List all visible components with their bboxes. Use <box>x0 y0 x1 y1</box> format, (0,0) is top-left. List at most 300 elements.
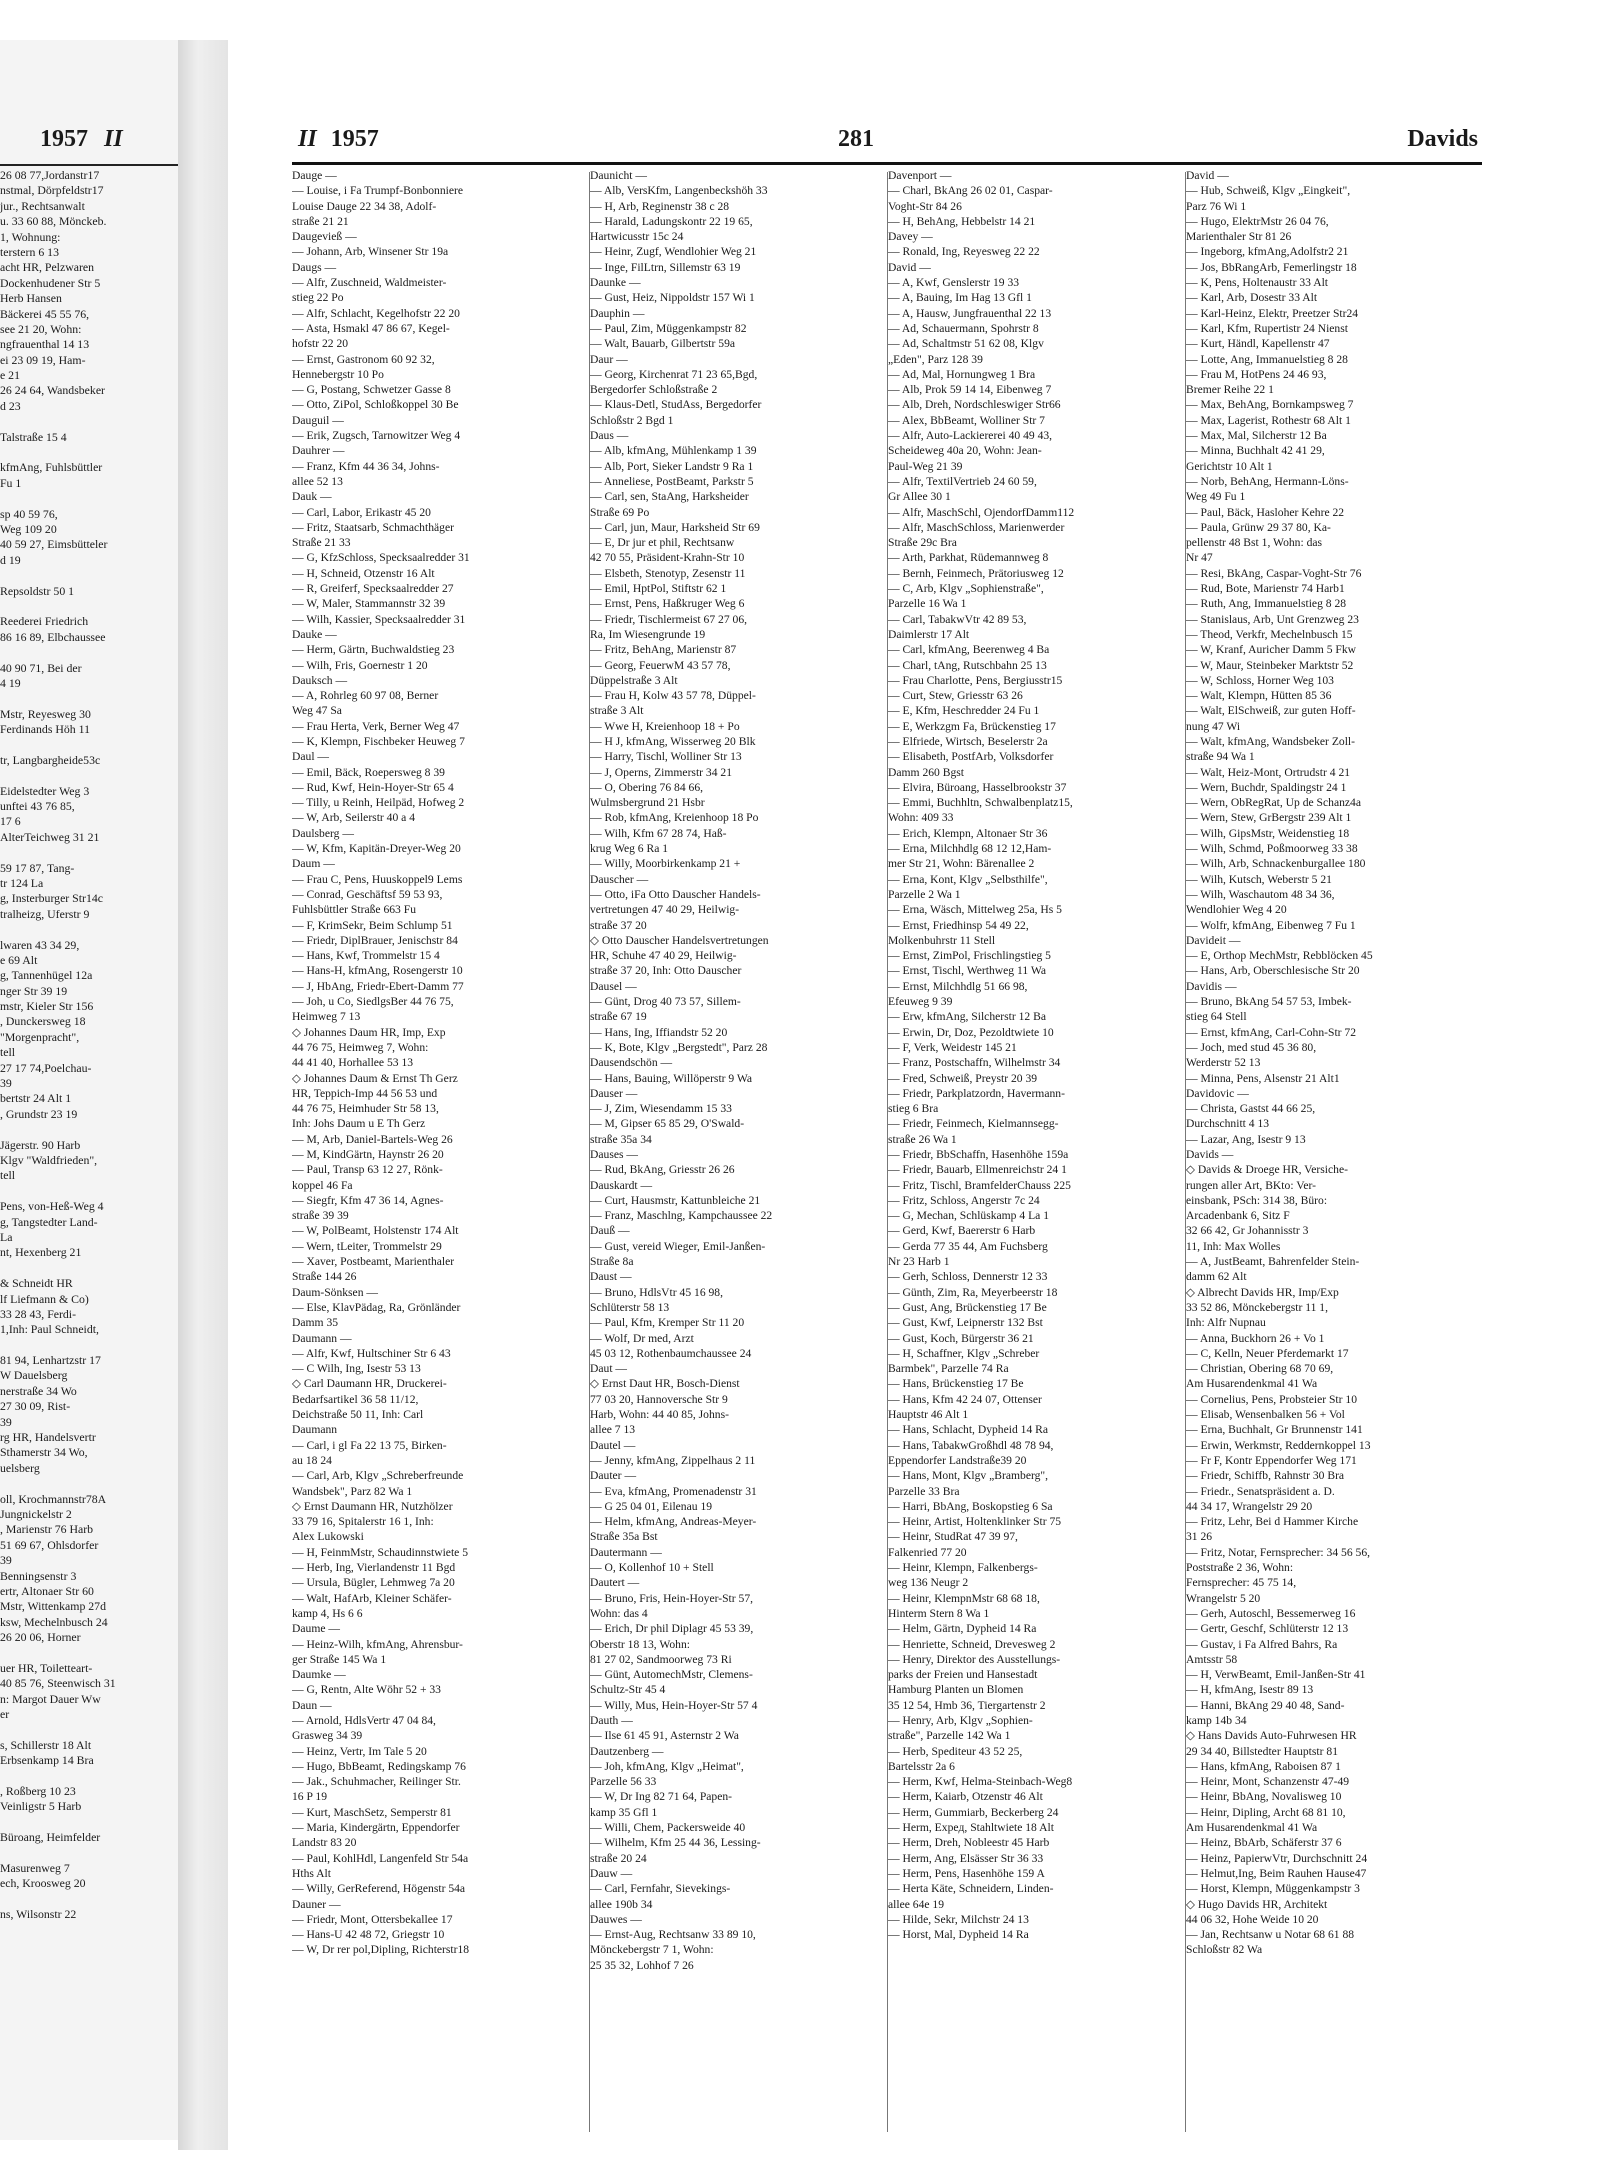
directory-entry: Voght-Str 84 26 <box>888 199 962 213</box>
directory-entry: Molkenbuhrstr 11 Stell <box>888 933 996 947</box>
directory-entry: Inh: Alfr Nupnau <box>1186 1316 1266 1330</box>
left-page-line: Mstr, Reyesweg 30 <box>0 706 91 721</box>
column-4 <box>1186 168 1482 2138</box>
directory-entry: — Joh, u Co, SiedlgsBer 44 76 75, <box>292 995 454 1009</box>
directory-entry: — W, Maur, Steinbeker Marktstr 52 <box>1186 658 1354 672</box>
directory-entry: — Karl-Heinz, Elektr, Preetzer Str24 <box>1186 306 1359 320</box>
directory-entry: Parzelle 56 33 <box>590 1775 657 1789</box>
left-page-line: tr 124 La <box>0 875 44 890</box>
directory-entry: — Fr F, Kontr Eppendorfer Weg 171 <box>1186 1453 1357 1467</box>
directory-entry: Louise Dauge 22 34 38, Adolf- <box>292 199 437 213</box>
directory-entry: — Alb, VersKfm, Langenbeckshöh 33 <box>590 184 768 198</box>
column-1 <box>292 168 588 2138</box>
directory-entry: Daumann — <box>292 1331 352 1345</box>
directory-entry: ◇ Davids & Droege HR, Versiche- <box>1186 1163 1348 1177</box>
left-page-line: Masurenweg 7 <box>0 1860 70 1875</box>
directory-entry: — Carl, Fernfahr, Sievekings- <box>590 1882 731 1896</box>
column-2 <box>590 168 886 2138</box>
directory-entry: — Heinr, KlempnMstr 68 68 18, <box>888 1591 1040 1605</box>
left-page-line: nt, Hexenberg 21 <box>0 1245 82 1260</box>
directory-entry: Dauguil — <box>292 413 344 427</box>
directory-entry: Mönckebergstr 7 1, Wohn: <box>590 1943 714 1957</box>
directory-entry: Daur — <box>590 352 628 366</box>
left-page-line: 26 08 77,Jordanstr17 <box>0 168 100 182</box>
directory-entry: — Henry, Arb, Klgv „Sophien- <box>888 1713 1033 1727</box>
directory-entry: Falkenried 77 20 <box>888 1545 967 1559</box>
directory-entry: — Erik, Zugsch, Tarnowitzer Weg 4 <box>292 429 461 443</box>
directory-entry: — A, JustBeamt, Bahrenfelder Stein- <box>1186 1255 1360 1269</box>
left-page-line <box>0 1261 178 1276</box>
directory-entry: 33 52 86, Mönckebergstr 11 1, <box>1186 1300 1329 1314</box>
directory-entry: pellenstr 48 Bst 1, Wohn: das <box>1186 536 1323 550</box>
directory-entry: — Walt, kfmAng, Wandsbeker Zoll- <box>1186 734 1356 748</box>
left-page-line: Klgv "Waldfrieden", <box>0 1153 98 1167</box>
header-left <box>298 126 379 153</box>
directory-entry: — Rud, Kwf, Hein-Hoyer-Str 65 4 <box>292 780 454 794</box>
directory-entry: Paul-Weg 21 39 <box>888 459 963 473</box>
directory-entry: allee 64e 19 <box>888 1897 945 1911</box>
directory-entry: Dauhrer — <box>292 444 345 458</box>
directory-entry: Eppendorfer Landstraße39 20 <box>888 1453 1027 1467</box>
left-page-line: 39 <box>0 1553 12 1568</box>
directory-entry: — Charl, tAng, Rutschbahn 25 13 <box>888 658 1047 672</box>
directory-entry: HR, Teppich-Imp 44 56 53 und <box>292 1086 438 1100</box>
directory-entry: — Gustav, i Fa Alfred Bahrs, Ra <box>1186 1637 1338 1651</box>
directory-entry: — Ernst-Aug, Rechtsanw 33 89 10, <box>590 1928 756 1942</box>
directory-entry: — Erna, Wäsch, Mittelweg 25a, Hs 5 <box>888 903 1062 917</box>
directory-entry: — Alb, Prok 59 14 14, Eibenweg 7 <box>888 383 1052 397</box>
directory-entry: Straße 69 Po <box>590 505 650 519</box>
directory-entry: — Elisab, Wensenbalken 56 + Vol <box>1186 1408 1345 1422</box>
directory-entry: — Erich, Dr phil Diplagr 45 53 39, <box>590 1622 754 1636</box>
left-page-line: nerstraße 34 Wo <box>0 1383 77 1398</box>
left-page-line: nger Str 39 19 <box>0 983 68 998</box>
directory-entry: ◇ Ernst Daut HR, Bosch-Dienst <box>590 1377 740 1391</box>
directory-entry: ◇ Otto Dauscher Handelsvertretungen <box>590 933 769 947</box>
directory-entry: — Emmi, Buchhltn, Schwalbenplatz15, <box>888 796 1073 810</box>
directory-entry: — Alfr, Schlacht, Kegelhofstr 22 20 <box>292 306 460 320</box>
directory-entry: Weg 47 Sa <box>292 704 342 718</box>
directory-entry: — Minna, Buchhalt 42 41 29, <box>1186 444 1325 458</box>
directory-entry: 33 79 16, Spitalerstr 16 1, Inh: <box>292 1515 434 1529</box>
directory-entry: — W, PolBeamt, Holstenstr 174 Alt <box>292 1224 459 1238</box>
left-page-line: see 21 20, Wohn: <box>0 321 82 336</box>
left-page-line: 51 69 67, Ohlsdorfer <box>0 1537 99 1552</box>
directory-entry: Daume — <box>292 1622 340 1636</box>
directory-entry: — Harri, BbAng, Boskopstieg 6 Sa <box>888 1499 1053 1513</box>
directory-entry: — Jak., Schuhmacher, Reilinger Str. <box>292 1775 461 1789</box>
directory-entry: — F, KrimSekr, Beim Schlump 51 <box>292 918 453 932</box>
directory-entry: — Gust, Koch, Bürgerstr 36 21 <box>888 1331 1034 1345</box>
directory-entry: — Carl, Labor, Erikastr 45 20 <box>292 505 431 519</box>
directory-entry: — Jan, Rechtsanw u Notar 68 61 88 <box>1186 1928 1355 1942</box>
left-column-text <box>0 168 178 1923</box>
directory-entry: Dauser — <box>590 1086 638 1100</box>
directory-entry: — G, Mechan, Schlüskamp 4 La 1 <box>888 1209 1049 1223</box>
directory-entry: Parz 76 Wi 1 <box>1186 199 1247 213</box>
directory-entry: Poststraße 2 36, Wohn: <box>1186 1561 1294 1575</box>
left-page-line: Talstraße 15 4 <box>0 429 67 444</box>
directory-entry: Parzelle 16 Wa 1 <box>888 597 967 611</box>
directory-entry: Wendlohier Weg 4 20 <box>1186 903 1287 917</box>
directory-entry: — Willy, Mus, Hein-Hoyer-Str 57 4 <box>590 1698 758 1712</box>
directory-entry: — W, Kranf, Auricher Damm 5 Fkw <box>1186 643 1357 657</box>
left-page-line <box>0 568 178 583</box>
directory-entry: Deichstraße 50 11, Inh: Carl <box>292 1408 424 1422</box>
directory-entry: — Emil, Bäck, Roepersweg 8 39 <box>292 765 445 779</box>
directory-entry: Gerichtstr 10 Alt 1 <box>1186 459 1273 473</box>
directory-entry: — Wwe H, Kreienhoop 18 + Po <box>590 719 740 733</box>
directory-entry: mer Str 21, Wohn: Bärenallee 2 <box>888 857 1035 871</box>
directory-entry: Hamburg Planten un Blomen <box>888 1683 1024 1697</box>
directory-entry: — Karl, Arb, Dosestr 33 Alt <box>1186 291 1318 305</box>
guide-word: Davids <box>1407 126 1478 152</box>
directory-entry: — Gerd, Kwf, Baererstr 6 Harb <box>888 1224 1036 1238</box>
directory-entry: Dauwes — <box>590 1912 642 1926</box>
directory-entry: — Ad, Schauermann, Spohrstr 8 <box>888 321 1039 335</box>
left-page-line <box>0 737 178 752</box>
directory-entry: — Helm, kfmAng, Andreas-Meyer- <box>590 1515 757 1529</box>
left-page-line <box>0 445 178 460</box>
directory-entry: Dauskardt — <box>590 1178 653 1192</box>
directory-entry: — Fritz, Schloss, Angerstr 7c 24 <box>888 1193 1040 1207</box>
directory-entry: Straße 21 33 <box>292 536 351 550</box>
directory-entry: 44 41 40, Horhallee 53 13 <box>292 1056 414 1070</box>
left-page-line <box>0 691 178 706</box>
directory-entry: — M, KindGärtn, Haynstr 26 20 <box>292 1148 444 1161</box>
directory-entry: — Erwin, Werkmstr, Reddernkoppel 13 <box>1186 1438 1371 1452</box>
directory-entry: — Frau Charlotte, Pens, Bergiusstr15 <box>888 673 1063 687</box>
directory-entry: — Ernst, ZimPol, Frischlingstieg 5 <box>888 949 1051 963</box>
directory-entry: — Wern, Buchdr, Spaldingstr 24 1 <box>1186 780 1347 794</box>
page-header <box>228 126 1478 160</box>
directory-entry: Damm 260 Bgst <box>888 765 965 779</box>
directory-columns <box>292 168 1482 2148</box>
directory-entry: — H, Schaffner, Klgv „Schreber <box>888 1346 1040 1360</box>
directory-entry: — Johann, Arb, Winsener Str 19a <box>292 245 449 259</box>
directory-entry: — J, Operns, Zimmerstr 34 21 <box>590 765 733 779</box>
directory-entry: — Wilh, Fris, Goernestr 1 20 <box>292 658 428 672</box>
directory-entry: Davey — <box>888 230 933 244</box>
directory-entry: 32 66 42, Gr Johannisstr 3 <box>1186 1224 1309 1238</box>
left-page-line: acht HR, Pelzwaren <box>0 260 95 275</box>
left-header-rule <box>0 164 178 166</box>
directory-entry: — E, Werkzgm Fa, Brückenstieg 17 <box>888 719 1056 733</box>
directory-entry: Heimweg 7 13 <box>292 1010 361 1024</box>
directory-entry: — E, Orthop MechMstr, Rebblöcken 45 <box>1186 949 1373 963</box>
left-page-line: e 69 Alt <box>0 952 38 967</box>
left-page-line <box>0 414 178 429</box>
left-page-line: Erbsenkamp 14 Bra <box>0 1753 94 1768</box>
directory-entry: — Eva, kfmAng, Promenadenstr 31 <box>590 1484 757 1498</box>
header-year: 1957 <box>330 126 379 152</box>
left-header-year: 1957 <box>40 126 88 152</box>
directory-entry: — Erna, Kont, Klgv „Selbsthilfe", <box>888 872 1048 886</box>
directory-entry: straße", Parzelle 142 Wa 1 <box>888 1729 1011 1743</box>
directory-entry: damm 62 Alt <box>1186 1270 1247 1284</box>
directory-entry: — Franz, Kfm 44 36 34, Johns- <box>292 459 440 473</box>
directory-entry: vertretungen 47 40 29, Heilwig- <box>590 903 740 917</box>
directory-entry: Dautzenberg — <box>590 1744 664 1758</box>
left-page-line: 39 <box>0 1414 12 1429</box>
left-page-line: 1, Wohnung: <box>0 229 61 244</box>
directory-entry: — Herb, Spediteur 43 52 25, <box>888 1744 1023 1758</box>
left-page-line: uer HR, Toiletteart- <box>0 1660 93 1675</box>
directory-entry: allee 52 13 <box>292 474 343 488</box>
left-page-line: s, Schillerstr 18 Alt <box>0 1737 92 1752</box>
directory-entry: — Theod, Verkfr, Mechelnbusch 15 <box>1186 627 1353 641</box>
directory-entry: — W, Arb, Seilerstr 40 a 4 <box>292 811 416 825</box>
directory-entry: — Heinz, BbArb, Schäferstr 37 6 <box>1186 1836 1342 1850</box>
directory-entry: — Curt, Hausmstr, Kattunbleiche 21 <box>590 1193 761 1207</box>
directory-entry: Bartelsstr 2a 6 <box>888 1759 955 1773</box>
directory-entry: — Friedr, Feinmech, Kielmannsegg- <box>888 1117 1059 1131</box>
directory-entry: Dauw — <box>590 1866 633 1880</box>
directory-entry: — Max, Lagerist, Rothestr 68 Alt 1 <box>1186 413 1351 427</box>
directory-entry: — Inge, FilLtrn, Sillemstr 63 19 <box>590 260 741 274</box>
directory-entry: Straße 8a <box>590 1255 634 1269</box>
directory-entry: — Walt, Klempn, Hütten 85 36 <box>1186 689 1332 703</box>
directory-entry: — Wern, Stew, GrBergstr 239 Alt 1 <box>1186 811 1352 825</box>
directory-entry: — Wolfr, kfmAng, Eibenweg 7 Fu 1 <box>1186 918 1356 932</box>
left-page-line: Reederei Friedrich <box>0 614 89 629</box>
directory-entry: — Fritz, Tischl, BramfelderChauss 225 <box>888 1178 1071 1192</box>
directory-entry: straße 94 Wa 1 <box>1186 750 1255 764</box>
directory-entry: — Friedr, DiplBrauer, Jenischstr 84 <box>292 933 458 947</box>
directory-entry: kamp 35 Gfl 1 <box>590 1805 658 1819</box>
directory-entry: Dautermann — <box>590 1545 662 1559</box>
directory-entry: — Ernst, Friedhinsp 54 49 22, <box>888 918 1029 932</box>
directory-entry: straße 21 21 <box>292 214 349 228</box>
directory-entry: Werderstr 52 13 <box>1186 1056 1261 1070</box>
directory-entry: — R, Greiferf, Specksaalredder 27 <box>292 582 454 596</box>
left-page-line: tralheizg, Uferstr 9 <box>0 906 90 921</box>
directory-entry: — Siegfr, Kfm 47 36 14, Agnes- <box>292 1193 444 1207</box>
left-page-line <box>0 1815 178 1830</box>
directory-entry: Davidovic — <box>1186 1086 1249 1100</box>
directory-entry: — M, Arb, Daniel-Bartels-Weg 26 <box>292 1132 453 1146</box>
directory-entry: — Else, KlavPädag, Ra, Grönländer <box>292 1300 461 1314</box>
directory-entry: Daus — <box>590 429 629 443</box>
directory-entry: Hinterm Stern 8 Wa 1 <box>888 1606 990 1620</box>
directory-entry: — Gust, vereid Wieger, Emil-Janßen- <box>590 1239 766 1253</box>
directory-entry: — Gerh, Autoschl, Bessemerweg 16 <box>1186 1606 1356 1620</box>
directory-entry: Schloßstr 2 Bgd 1 <box>590 413 674 427</box>
directory-entry: — Walt, Bauarb, Gilbertstr 59a <box>590 337 736 351</box>
left-page-line: terstern 6 13 <box>0 244 59 259</box>
left-page-line <box>0 645 178 660</box>
directory-entry: — Wolf, Dr med, Arzt <box>590 1331 694 1345</box>
left-page-line: g, Insterburger Str14c <box>0 891 103 906</box>
directory-entry: — Horst, Mal, Dypheid 14 Ra <box>888 1928 1029 1942</box>
directory-entry: — Frau M, HotPens 24 46 93, <box>1186 367 1327 381</box>
directory-entry: — Georg, Kirchenrat 71 23 65,Bgd, <box>590 367 758 381</box>
directory-entry: stieg 22 Po <box>292 291 344 305</box>
directory-entry: — Fritz, Notar, Fernsprecher: 34 56 56, <box>1186 1545 1371 1559</box>
directory-entry: Dauter — <box>590 1469 637 1483</box>
directory-entry: Dauß — <box>590 1224 630 1238</box>
directory-entry: — Gertr, Geschf, Schlüterstr 12 13 <box>1186 1622 1349 1636</box>
directory-entry: — Frau C, Pens, Huuskoppel9 Lems <box>292 872 463 886</box>
left-page-line: Weg 109 20 <box>0 521 57 536</box>
directory-page <box>228 60 1600 2160</box>
left-page-line: Repsoldstr 50 1 <box>0 583 75 598</box>
directory-entry: — Hub, Schweiß, Klgv „Eingkeit", <box>1186 184 1351 198</box>
directory-entry: — Ernst, Tischl, Werthweg 11 Wa <box>888 964 1046 978</box>
directory-entry: — E, Kfm, Heschredder 24 Fu 1 <box>888 704 1040 718</box>
directory-entry: ◇ Johannes Daum HR, Imp, Exp <box>292 1025 446 1039</box>
directory-entry: — Heinr, Dipling, Archt 68 81 10, <box>1186 1805 1346 1819</box>
directory-entry: — Ursula, Bügler, Lehmweg 7a 20 <box>292 1576 455 1590</box>
directory-entry: Dauth — <box>590 1713 633 1727</box>
left-page-line: Ferdinands Höh 11 <box>0 722 90 737</box>
left-page-line: Mstr, Wittenkamp 27d <box>0 1599 106 1614</box>
directory-entry: Dauner — <box>292 1897 341 1911</box>
directory-entry: — Arnold, HdlsVertr 47 04 84, <box>292 1713 436 1727</box>
directory-entry: — Frau H, Kolw 43 57 78, Düppel- <box>590 689 756 703</box>
left-page-line: g, Tangstedter Land- <box>0 1214 98 1229</box>
directory-entry: ◇ Johannes Daum & Ernst Th Gerz <box>292 1071 458 1085</box>
directory-entry: — Hans, Arb, Oberschlesische Str 20 <box>1186 964 1360 978</box>
directory-entry: ◇ Albrecht Davids HR, Imp/Exp <box>1186 1285 1339 1299</box>
directory-entry: Dauke — <box>292 627 337 641</box>
directory-entry: Daumann <box>292 1423 338 1437</box>
directory-entry: — Walt, ElSchweiß, zur guten Hoff- <box>1186 704 1356 718</box>
directory-entry: straße 3 Alt <box>590 704 644 718</box>
directory-entry: — H, kfmAng, Isestr 89 13 <box>1186 1683 1314 1697</box>
directory-entry: Parzelle 2 Wa 1 <box>888 887 961 901</box>
directory-entry: Wandsbek", Parz 82 Wa 1 <box>292 1484 413 1498</box>
left-page-line: sp 40 59 76, <box>0 506 58 521</box>
directory-entry: — Friedr, Schiffb, Rahnstr 30 Bra <box>1186 1469 1345 1483</box>
left-page-line: Veinligstr 5 Harb <box>0 1799 82 1814</box>
directory-entry: 44 76 75, Heimhuder Str 58 13, <box>292 1102 439 1116</box>
directory-entry: Daimlerstr 17 Alt <box>888 627 970 641</box>
directory-entry: — Herm, Expeд, Stahltwiete 18 Alt <box>888 1821 1054 1835</box>
left-page-line: bertstr 24 Alt 1 <box>0 1091 72 1106</box>
directory-entry: koppel 46 Fa <box>292 1178 353 1192</box>
directory-entry: Dauphin — <box>590 306 645 320</box>
directory-entry: rungen aller Art, BKto: Ver- <box>1186 1178 1316 1192</box>
left-page-line: 39 <box>0 1076 12 1091</box>
directory-entry: — Heinr, Klempn, Falkenbergs- <box>888 1561 1038 1575</box>
directory-entry: — H, Schneid, Otzenstr 16 Alt <box>292 566 435 580</box>
directory-entry: — Joch, med stud 45 36 80, <box>1186 1040 1317 1054</box>
directory-entry: ◇ Ernst Daumann HR, Nutzhölzer <box>292 1499 453 1513</box>
directory-entry: 16 P 19 <box>292 1790 328 1804</box>
directory-entry: ◇ Hugo Davids HR, Architekt <box>1186 1897 1328 1911</box>
directory-entry: — Curt, Stew, Griesstr 63 26 <box>888 689 1023 703</box>
directory-entry: — Wern, tLeiter, Trommelstr 29 <box>292 1239 442 1253</box>
left-page-line: Büroang, Heimfelder <box>0 1830 101 1845</box>
left-page-line <box>0 1722 178 1737</box>
directory-entry: — Emil, HptPol, Stiftstr 62 1 <box>590 582 727 596</box>
directory-entry: 25 35 32, Lohhof 7 26 <box>590 1958 694 1972</box>
left-page-line: 26 24 64, Wandsbeker <box>0 383 105 398</box>
directory-entry: „Eden", Parz 128 39 <box>888 352 983 366</box>
directory-entry: — Wilh, GipsMstr, Weidenstieg 18 <box>1186 826 1350 840</box>
left-page-line: ngfrauenthal 14 13 <box>0 337 90 352</box>
directory-entry: — Heinz, PapierwVtr, Durchschnitt 24 <box>1186 1851 1368 1865</box>
directory-entry: Straße 35a Bst <box>590 1530 658 1544</box>
directory-entry: — Günt, Drog 40 73 57, Sillem- <box>590 995 741 1009</box>
directory-entry: Dautel — <box>590 1438 636 1452</box>
column-3 <box>888 168 1184 2138</box>
directory-entry: — A, Hausw, Jungfrauenthal 22 13 <box>888 306 1052 320</box>
directory-entry: — Herm, Gärtn, Buchwaldstieg 23 <box>292 643 455 657</box>
directory-entry: Schultz-Str 45 4 <box>590 1683 666 1697</box>
directory-entry: ◇ Carl Daumann HR, Druckerei- <box>292 1377 447 1391</box>
directory-entry: — W, Schloss, Horner Weg 103 <box>1186 673 1334 687</box>
directory-entry: — Hans, kfmAng, Raboisen 87 1 <box>1186 1759 1341 1773</box>
directory-entry: — Henry, Direktor des Ausstellungs- <box>888 1652 1061 1666</box>
directory-entry: — Jenny, kfmAng, Zippelhaus 2 11 <box>590 1453 756 1467</box>
directory-entry: — G, Rentn, Alte Wöhr 52 + 33 <box>292 1683 441 1697</box>
directory-entry: krug Weg 6 Ra 1 <box>590 842 669 856</box>
directory-entry: Davids — <box>1186 1148 1234 1161</box>
directory-entry: Nr 23 Harb 1 <box>888 1255 950 1269</box>
directory-entry: Wohn: 409 33 <box>888 811 954 825</box>
directory-entry: Fuhlsbüttler Straße 663 Fu <box>292 903 416 917</box>
directory-entry: — Paul, Transp 63 12 27, Rönk- <box>292 1163 443 1177</box>
directory-entry: — Hilde, Sekr, Milchstr 24 13 <box>888 1912 1029 1926</box>
directory-entry: — Alfr, Kwf, Hultschiner Str 6 43 <box>292 1346 451 1360</box>
directory-entry: straße 26 Wa 1 <box>888 1132 957 1146</box>
directory-entry: — J, Zim, Wiesendamm 15 33 <box>590 1102 732 1116</box>
directory-entry: — Carl, TabakwVtr 42 89 53, <box>888 612 1027 626</box>
directory-entry: Davidis — <box>1186 979 1237 993</box>
directory-entry: — Alfr, TextilVertrieb 24 60 59, <box>888 474 1037 488</box>
directory-entry: — Bruno, Fris, Hein-Hoyer-Str 57, <box>590 1591 754 1605</box>
directory-entry: — Elisabeth, PostfArb, Volksdorfer <box>888 750 1054 764</box>
left-page-line: unftei 43 76 85, <box>0 799 75 814</box>
directory-entry: — Christa, Gastst 44 66 25, <box>1186 1102 1316 1116</box>
directory-entry: — Friedr, Bauarb, Ellmenreichstr 24 1 <box>888 1163 1067 1177</box>
directory-entry: 42 70 55, Präsident-Krahn-Str 10 <box>590 551 745 565</box>
directory-entry: Daum-Sönksen — <box>292 1285 378 1299</box>
directory-entry: nung 47 Wi <box>1186 719 1241 733</box>
directory-entry: 29 34 40, Billstedter Hauptstr 81 <box>1186 1744 1338 1758</box>
directory-entry: — Cornelius, Pens, Probsteier Str 10 <box>1186 1392 1358 1406</box>
directory-entry: straße 37 20, Inh: Otto Dauscher <box>590 964 742 978</box>
directory-entry: — Rud, BkAng, Griesstr 26 26 <box>590 1163 735 1177</box>
left-page-line: ns, Wilsonstr 22 <box>0 1907 77 1922</box>
directory-entry: Efeuweg 9 39 <box>888 995 953 1009</box>
directory-entry: Harb, Wohn: 44 40 85, Johns- <box>590 1408 729 1422</box>
left-page-line: Jungnickelstr 2 <box>0 1506 72 1521</box>
directory-entry: — A, Kwf, Genslerstr 19 33 <box>888 276 1020 290</box>
directory-entry: Daunke — <box>590 276 641 290</box>
directory-entry: Am Husarendenkmal 41 Wa <box>1186 1377 1318 1391</box>
left-page-line: ei 23 09 19, Ham- <box>0 352 86 367</box>
directory-entry: — Arth, Parkhat, Rüdemannweg 8 <box>888 551 1049 565</box>
directory-entry: — Asta, Hsmakl 47 86 67, Kegel- <box>292 321 450 335</box>
directory-entry: — Alfr, Auto-Lackiererei 40 49 43, <box>888 429 1053 443</box>
directory-entry: — H, Arb, Reginenstr 38 c 28 <box>590 199 730 213</box>
directory-entry: Dauk — <box>292 490 332 504</box>
left-page-line: 4 19 <box>0 675 21 690</box>
directory-entry: Davideit — <box>1186 933 1241 947</box>
directory-entry: — Ingeborg, kfmAng,Adolfstr2 21 <box>1186 245 1349 259</box>
directory-entry: — Gust, Kwf, Leipnerstr 132 Bst <box>888 1316 1043 1330</box>
directory-entry: — Gerda 77 35 44, Am Fuchsberg <box>888 1239 1048 1253</box>
directory-entry: ger Straße 145 Wa 1 <box>292 1652 387 1666</box>
left-page-line <box>0 491 178 506</box>
directory-entry: — Fritz, BehAng, Marienstr 87 <box>590 643 737 657</box>
directory-entry: — Fritz, Lehr, Bei d Hammer Kirche <box>1186 1515 1359 1529</box>
book-gutter <box>178 40 228 2150</box>
left-page-line: AlterTeichweg 31 21 <box>0 829 100 844</box>
